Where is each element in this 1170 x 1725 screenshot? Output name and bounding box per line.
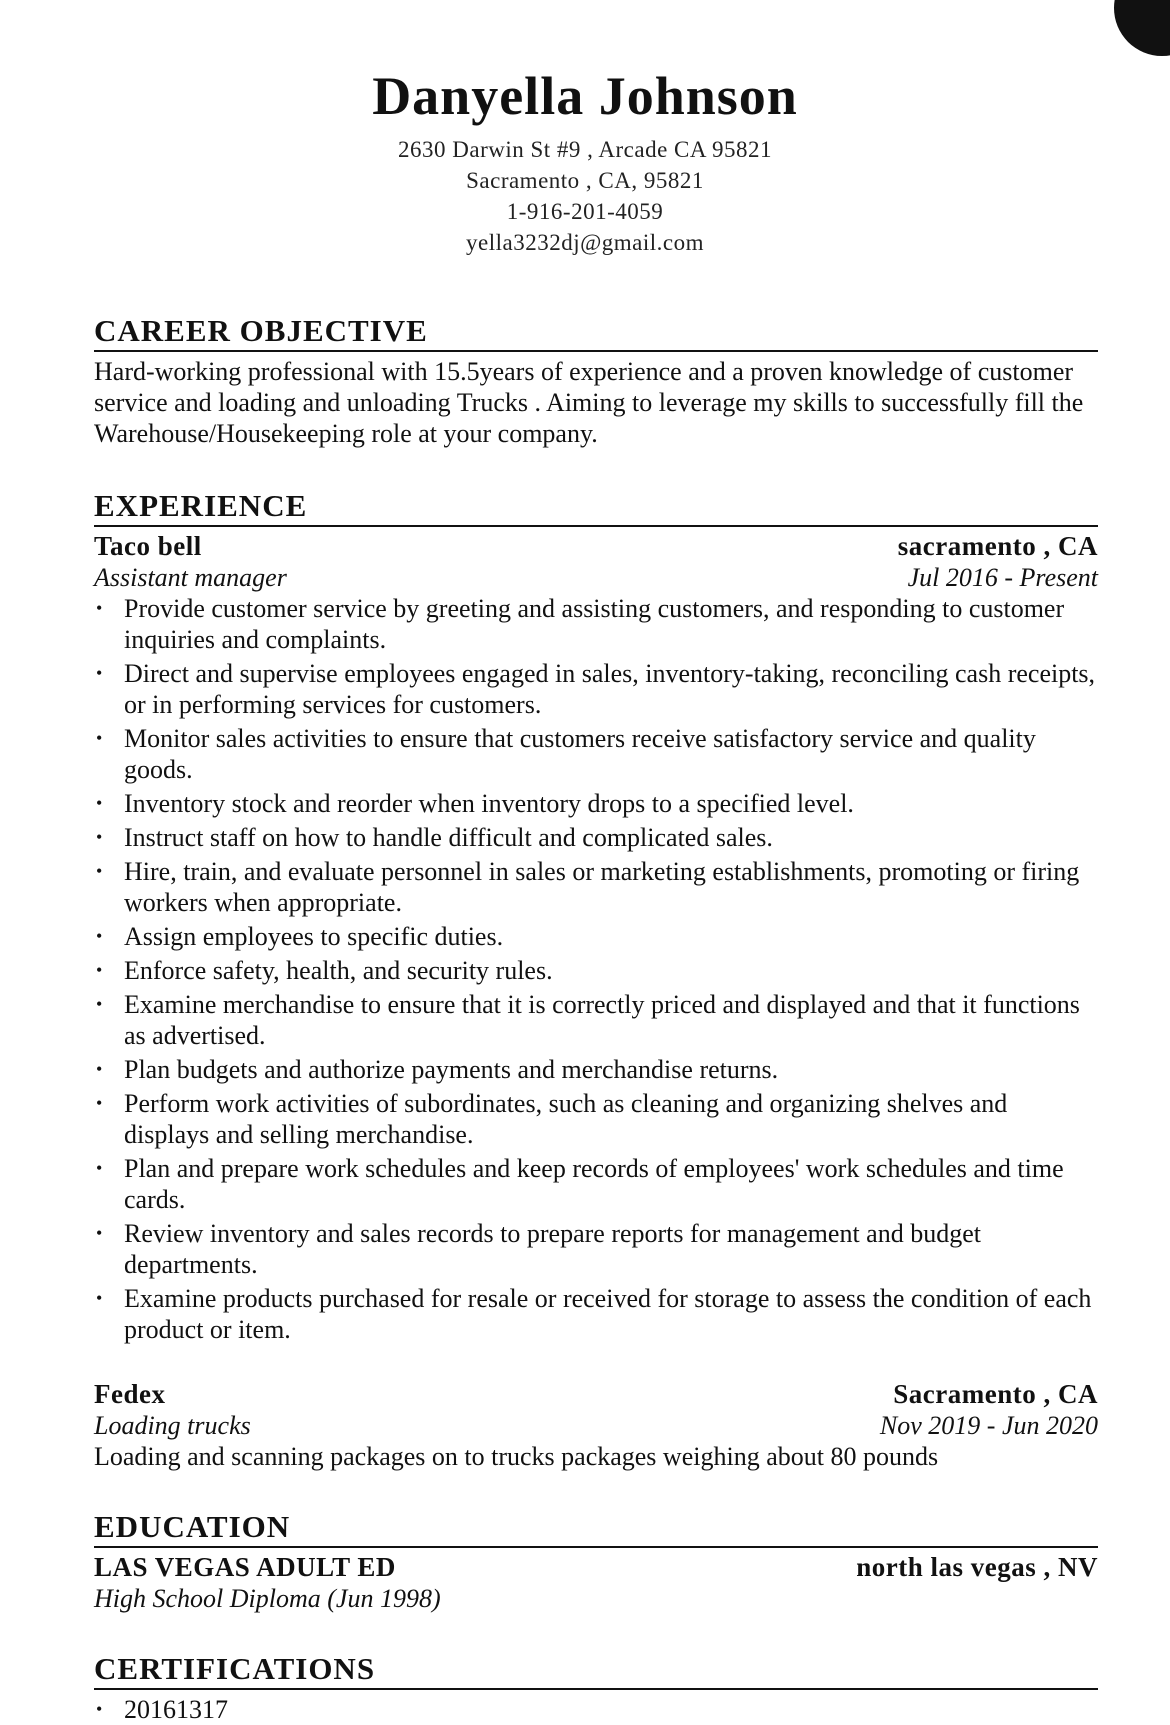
- degree: High School Diploma (Jun 1998): [94, 1584, 441, 1613]
- list-item: • Provide customer service by greeting and assisting customers, and responding to customer inquiries and complaints.: [96, 594, 1065, 654]
- experience-section: [94, 489, 1098, 1472]
- job-role-row: [94, 562, 1098, 593]
- resume-header: [0, 0, 1170, 258]
- job-location: sacramento , CA: [897, 531, 1098, 561]
- list-item: • Hire, train, and evaluate personnel in sales or marketing establishments, promoting or firing workers when appropriate.: [96, 857, 1080, 917]
- bullet-icon: •: [96, 861, 103, 881]
- bullet-icon: •: [96, 598, 103, 618]
- list-item: • Examine merchandise to ensure that it is correctly priced and displayed and that it functions as advertised.: [96, 990, 1080, 1050]
- job-fedex: [94, 1379, 1098, 1472]
- bullet-icon: •: [96, 926, 103, 946]
- school-location: north las vegas , NV: [856, 1552, 1098, 1582]
- certifications-section: [94, 1652, 1098, 1725]
- job-company: Taco bell: [94, 531, 202, 561]
- job-role: Assistant manager: [94, 563, 287, 592]
- address-line-2: Sacramento , CA, 95821: [466, 168, 704, 193]
- list-item: • Perform work activities of subordinates, such as cleaning and organizing shelves and displays and selling merchandise.: [96, 1089, 1008, 1149]
- job-company: Fedex: [94, 1379, 166, 1409]
- address-line-1: 2630 Darwin St #9 , Arcade CA 95821: [398, 137, 772, 162]
- job-header-row: [94, 1379, 1098, 1410]
- bullet-icon: •: [96, 1093, 103, 1113]
- education-section: [94, 1510, 1098, 1614]
- contact-block: [0, 134, 1170, 258]
- list-item: • Monitor sales activities to ensure that customers receive satisfactory service and quality goods.: [96, 724, 1036, 784]
- section-title-experience: EXPERIENCE: [94, 489, 1098, 527]
- list-item: • Assign employees to specific duties.: [96, 922, 504, 951]
- section-title-objective: CAREER OBJECTIVE: [94, 314, 1098, 352]
- bullet-icon: •: [96, 1288, 103, 1308]
- bullet-icon: •: [96, 960, 103, 980]
- list-item: • Enforce safety, health, and security rules.: [96, 956, 553, 985]
- career-objective-section: [94, 314, 1098, 449]
- certification-list: [94, 1694, 1098, 1725]
- job-dates: Jul 2016 - Present: [907, 563, 1098, 592]
- bullet-icon: •: [96, 1223, 103, 1243]
- list-item: • Plan budgets and authorize payments and merchandise returns.: [96, 1055, 779, 1084]
- job-header-row: [94, 531, 1098, 562]
- bullet-icon: •: [96, 728, 103, 748]
- bullet-icon: •: [96, 827, 103, 847]
- list-item: • 20161317: [96, 1695, 228, 1724]
- list-item: • Examine products purchased for resale or received for storage to assess the condition of each product or item.: [96, 1284, 1092, 1344]
- job-role: Loading trucks: [94, 1411, 251, 1440]
- list-item: • Review inventory and sales records to prepare reports for management and budget departments.: [96, 1219, 981, 1279]
- resume-body: [0, 314, 1170, 1725]
- bullet-icon: •: [96, 793, 103, 813]
- bullet-icon: •: [96, 663, 103, 683]
- job-description: Loading and scanning packages on to trucks packages weighing about 80 pounds: [94, 1442, 939, 1471]
- job-bullets: [94, 593, 1098, 1345]
- job-location: Sacramento , CA: [893, 1379, 1098, 1409]
- list-item: • Instruct staff on how to handle difficult and complicated sales.: [96, 823, 773, 852]
- education-header-row: [94, 1552, 1098, 1583]
- job-role-row: [94, 1410, 1098, 1441]
- bullet-icon: •: [96, 1059, 103, 1079]
- bullet-icon: •: [96, 1158, 103, 1178]
- email-address: yella3232dj@gmail.com: [466, 230, 704, 255]
- phone-number: 1-916-201-4059: [506, 199, 664, 224]
- job-taco-bell: [94, 531, 1098, 1345]
- job-dates: Nov 2019 - Jun 2020: [879, 1411, 1098, 1440]
- bullet-icon: •: [96, 1699, 103, 1719]
- bullet-icon: •: [96, 994, 103, 1014]
- list-item: • Inventory stock and reorder when inventory drops to a specified level.: [96, 789, 854, 818]
- section-title-certifications: CERTIFICATIONS: [94, 1652, 1098, 1690]
- school-name: LAS VEGAS ADULT ED: [94, 1552, 396, 1582]
- list-item: • Plan and prepare work schedules and keep records of employees' work schedules and time cards.: [96, 1154, 1064, 1214]
- candidate-name: Danyella Johnson: [372, 66, 798, 126]
- list-item: • Direct and supervise employees engaged in sales, inventory-taking, reconciling cash receipts, or in performing services for customers.: [96, 659, 1096, 719]
- objective-text: Hard-working professional with 15.5years of experience and a proven knowledge of customer service and loading and unloading Trucks . Aiming to leverage my skills to successfully fill the Warehouse/Housekeeping role at your company.: [94, 357, 1084, 448]
- section-title-education: EDUCATION: [94, 1510, 1098, 1548]
